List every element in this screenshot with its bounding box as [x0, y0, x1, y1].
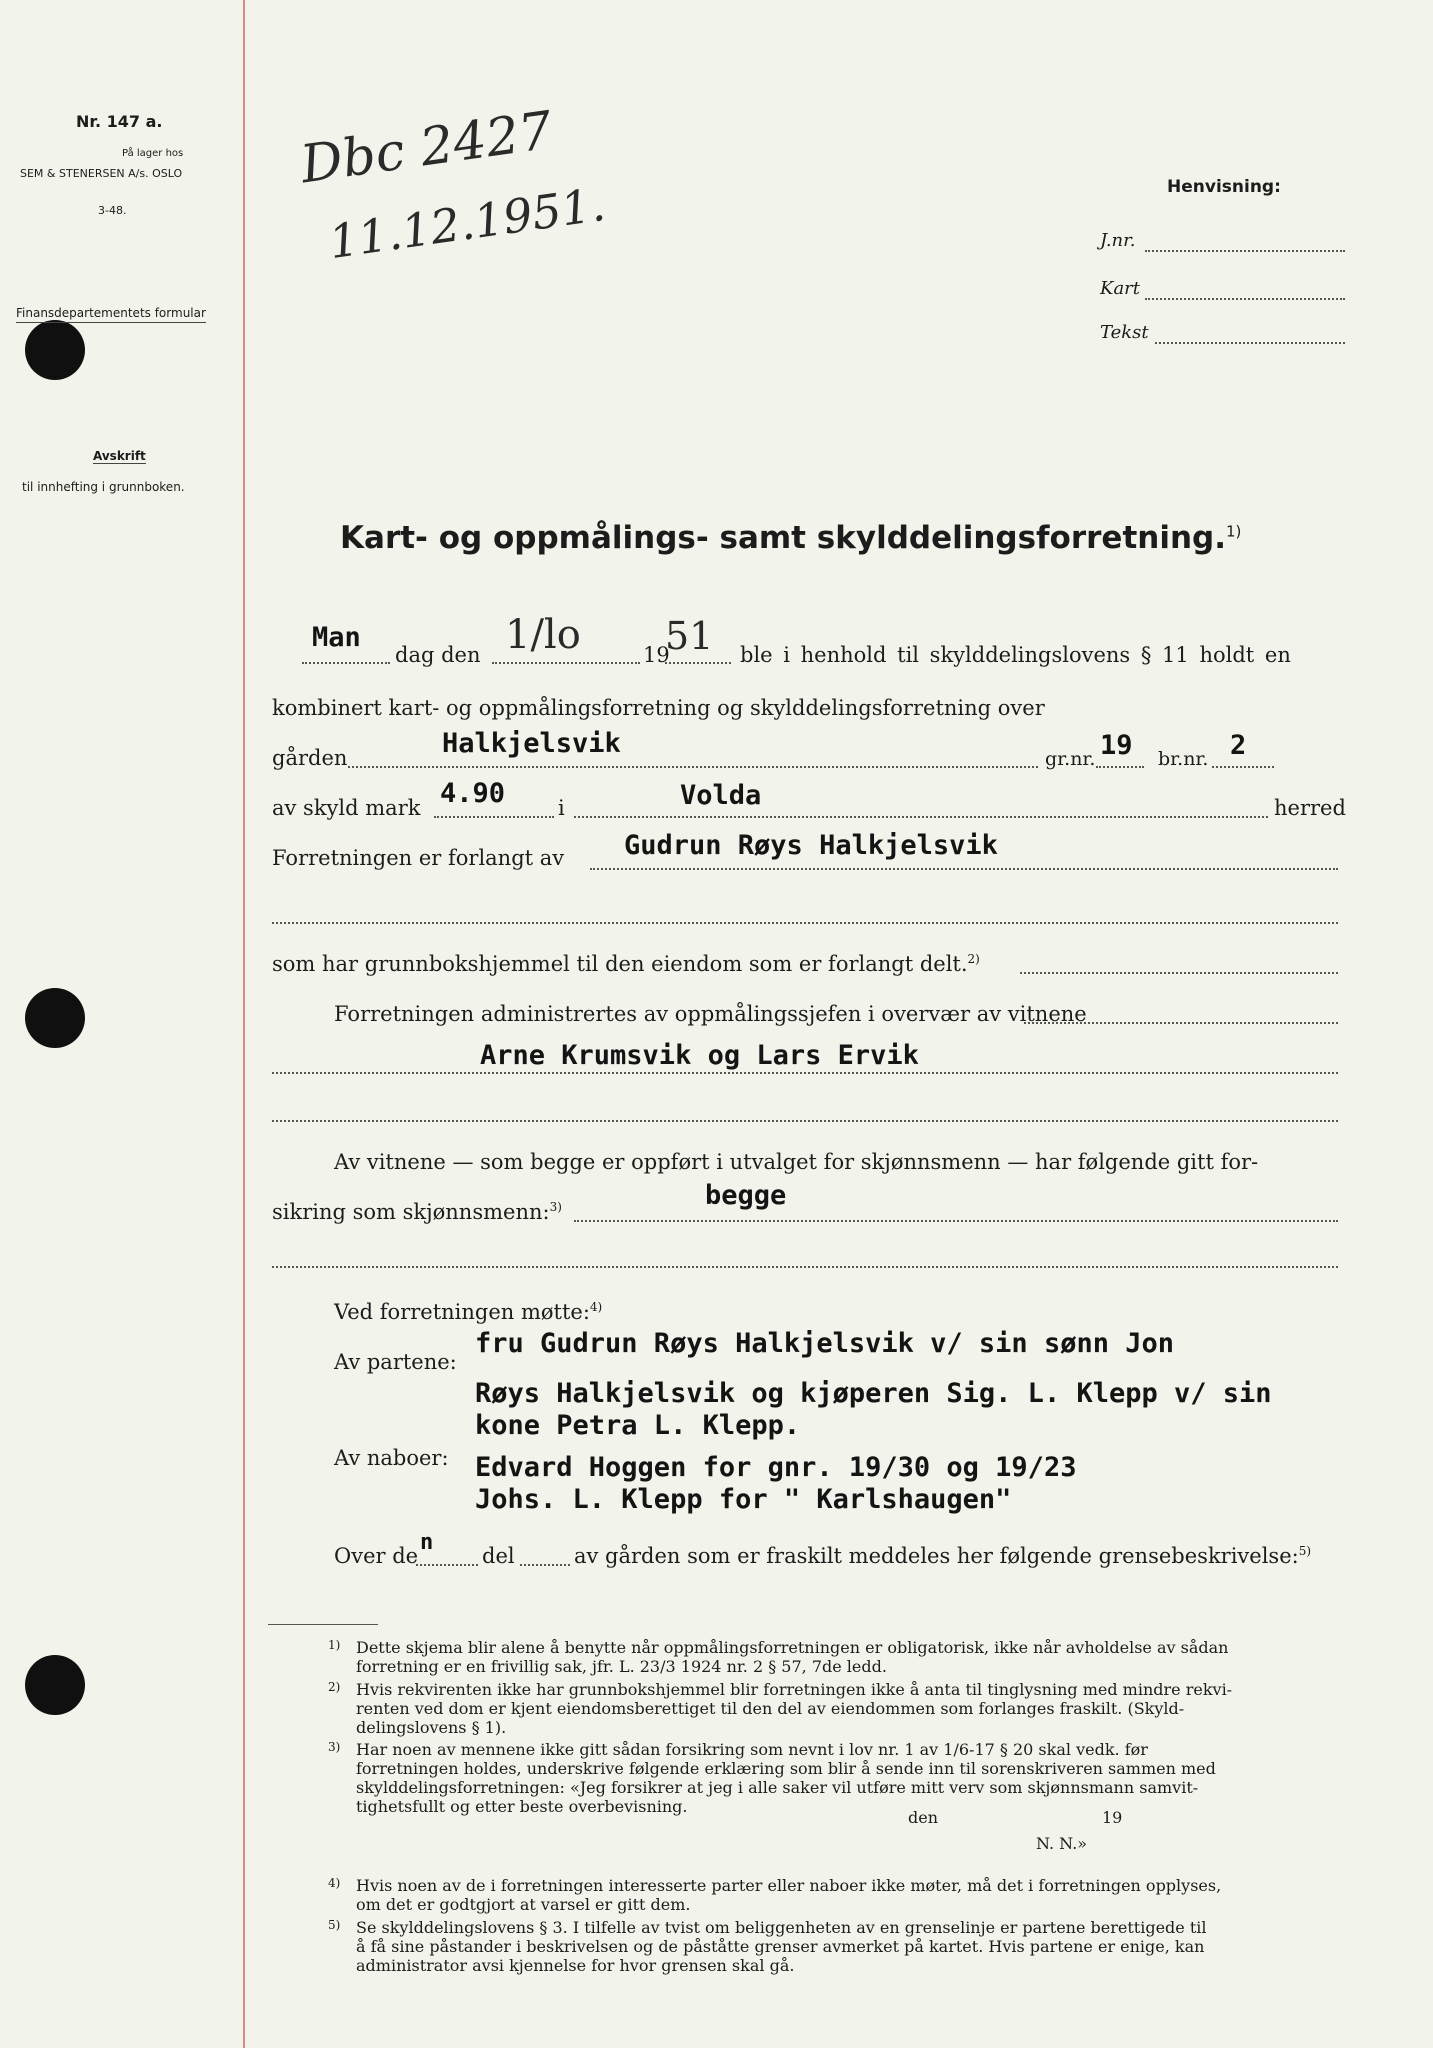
present-label: Ved forretningen møtte:$^{4)}$: [334, 1300, 603, 1324]
farm-label: gården: [272, 746, 348, 770]
reference-kart: Kart: [1100, 278, 1141, 299]
parties-line3: kone Petra L. Klepp.: [475, 1410, 801, 1441]
ministry-form: Finansdepartementets formular: [16, 306, 206, 323]
witness-line2: [272, 1120, 1338, 1122]
skyld-i: i: [558, 796, 565, 820]
boundary-n: n: [420, 1530, 434, 1555]
assurance-value: begge: [705, 1180, 787, 1211]
footnote-line: renten ved dom er kjent eiendomsberettiget til den del av eiendommen som forlanges fraskilt. (Skyld-: [356, 1699, 1185, 1718]
fn3-den: den: [908, 1808, 939, 1827]
footnote-mark: 5): [328, 1918, 341, 1932]
boundary-over: Over de: [334, 1544, 419, 1568]
footnote-mark: 4): [328, 1876, 341, 1890]
margin-rule: [243, 0, 245, 2048]
assurance-dotline2: [272, 1266, 1338, 1268]
handwritten-doc-number: Dbc 2427: [297, 100, 556, 196]
footnote-line: tighetsfullt og etter beste overbevisning.: [356, 1797, 688, 1816]
neighbours-label: Av naboer:: [334, 1446, 449, 1470]
date-line: [492, 662, 640, 664]
punch-hole: [25, 320, 85, 380]
assurance-dotline: [574, 1220, 1338, 1222]
weekday-line: [302, 662, 390, 664]
assurance-line2: sikring som skjønnsmenn:$^{3)}$: [272, 1200, 562, 1224]
farm-line: [348, 766, 1038, 768]
boundary-text: av gården som er fraskilt meddeles her følgende grensebeskrivelse:$^{5)}$: [574, 1544, 1312, 1568]
bnr-value: 2: [1230, 730, 1247, 761]
footnote-line: forretning er en frivillig sak, jfr. L. 23/3 1924 nr. 2 § 57, 7de ledd.: [356, 1657, 887, 1676]
footnote-line: Se skylddelingslovens § 3. I tilfelle av tvist om beliggenheten av en grenselinje er partene berettigede til: [356, 1918, 1207, 1937]
kart-line: [1145, 298, 1345, 300]
assurance-line1: Av vitnene — som begge er oppført i utvalget for skjønnsmenn — har følgende gitt for-: [334, 1150, 1259, 1174]
boundary-del-line: [520, 1564, 570, 1566]
gnr-label: gr.nr.: [1045, 748, 1096, 770]
punch-hole: [25, 1655, 85, 1715]
footnote-line: skylddelingsforretningen: «Jeg forsikrer at jeg i alle saker vil utføre mitt verv som skjønnsmann samvit-: [356, 1778, 1199, 1797]
handwritten-doc-date: 11.12.1951.: [325, 176, 609, 270]
neighbours-line2: Johs. L. Klepp for " Karlshaugen": [475, 1484, 1012, 1515]
skyld-value: 4.90: [440, 778, 506, 809]
requested-line: [590, 868, 1338, 870]
copy-title: Avskrift: [93, 449, 146, 463]
form-number: Nr. 147 a.: [76, 112, 163, 131]
jnr-line: [1145, 250, 1345, 252]
year-prefix: 19: [643, 643, 670, 667]
footnote-line: om det er godtgjort at varsel er gitt dem.: [356, 1895, 691, 1914]
footnote-mark: 1): [328, 1638, 341, 1652]
herred-line: [574, 816, 1268, 818]
date-code: 3-48.: [98, 204, 127, 217]
footnote-line: å få sine påstander i beskrivelsen og de påståtte grenser avmerket på kartet. Hvis partene er enige, kan: [356, 1937, 1205, 1956]
dag-den-label: dag den: [395, 643, 481, 667]
bnr-label: br.nr.: [1158, 748, 1209, 770]
skyld-label: av skyld mark: [272, 796, 421, 820]
footnote-line: Har noen av mennene ikke gitt sådan forsikring som nevnt i lov nr. 1 av 1/6-17 § 20 skal vedk. før: [356, 1740, 1148, 1759]
line2-text: kombinert kart- og oppmålingsforretning og skylddelingsforretning over: [272, 696, 1045, 720]
publisher-line1: På lager hos: [122, 148, 184, 159]
gnr-line: [1096, 766, 1144, 768]
requested-label: Forretningen er forlangt av: [272, 846, 565, 870]
footnote-line: Hvis rekvirenten ikke har grunnbokshjemmel blir forretningen ikke å anta til tinglysning med mindre rekvi-: [356, 1680, 1233, 1699]
footnote-line: delingslovens § 1).: [356, 1718, 507, 1737]
reference-tekst: Tekst: [1100, 322, 1149, 343]
neighbours-line1: Edvard Hoggen for gnr. 19/30 og 19/23: [475, 1452, 1077, 1483]
herred-name: Volda: [680, 780, 762, 811]
year-value: 51: [665, 614, 714, 658]
witness-line: [272, 1072, 1338, 1074]
publisher-line2: SEM & STENERSEN A/s. OSLO: [20, 167, 183, 180]
grunnbok-line: [1020, 972, 1338, 974]
herred-label: herred: [1274, 796, 1346, 820]
footnote-rule: [268, 1624, 378, 1625]
boundary-del: del: [482, 1544, 515, 1568]
tekst-line: [1155, 342, 1345, 344]
fn3-year: 19: [1102, 1808, 1123, 1827]
grunnbok-text: som har grunnbokshjemmel til den eiendom som er forlangt delt.$^{2)}$: [272, 952, 980, 976]
footnote-line: forretningen holdes, underskrive følgende erklæring som blir å sende inn til sorenskriveren sammen med: [356, 1759, 1216, 1778]
skyld-line: [434, 816, 554, 818]
admin-text: Forretningen administrertes av oppmålingssjefen i overvær av vitnene: [334, 1002, 1087, 1026]
reference-label: Henvisning:: [1167, 177, 1281, 197]
punch-hole: [25, 988, 85, 1048]
copy-note: til innhefting i grunnboken.: [22, 480, 185, 494]
gnr-value: 19: [1100, 730, 1133, 761]
witnesses: Arne Krumsvik og Lars Ervik: [480, 1040, 919, 1071]
boundary-n-line: [416, 1564, 478, 1566]
bnr-line: [1212, 766, 1274, 768]
admin-line: [1024, 1022, 1338, 1024]
parties-line2: Røys Halkjelsvik og kjøperen Sig. L. Klepp v/ sin: [475, 1378, 1272, 1409]
fn3-nn: N. N.»: [1036, 1834, 1087, 1853]
blank-line: [272, 922, 1338, 924]
reference-jnr: J.nr.: [1100, 230, 1136, 251]
farm-name: Halkjelsvik: [442, 728, 621, 759]
date-value: 1/lo: [505, 612, 581, 658]
requested-name: Gudrun Røys Halkjelsvik: [624, 830, 998, 861]
year-line: [665, 662, 731, 664]
footnote-line: administrator avsi kjennelse for hvor grensen skal gå.: [356, 1956, 795, 1975]
parties-label: Av partene:: [334, 1350, 457, 1374]
weekday: Man: [312, 622, 361, 653]
document-title: Kart- og oppmålings- samt skylddelingsforretning.$^{1)}$: [340, 520, 1242, 556]
footnote-mark: 3): [328, 1740, 341, 1754]
line1-text: ble i henhold til skylddelingslovens § 11 holdt en: [740, 643, 1291, 667]
footnote-mark: 2): [328, 1680, 341, 1694]
footnote-line: Hvis noen av de i forretningen interesserte parter eller naboer ikke møter, må det i forretningen opplyses,: [356, 1876, 1222, 1895]
parties-line1: fru Gudrun Røys Halkjelsvik v/ sin sønn Jon: [475, 1328, 1174, 1359]
footnote-line: Dette skjema blir alene å benytte når oppmålingsforretningen er obligatorisk, ikke når avholdelse av sådan: [356, 1638, 1229, 1657]
